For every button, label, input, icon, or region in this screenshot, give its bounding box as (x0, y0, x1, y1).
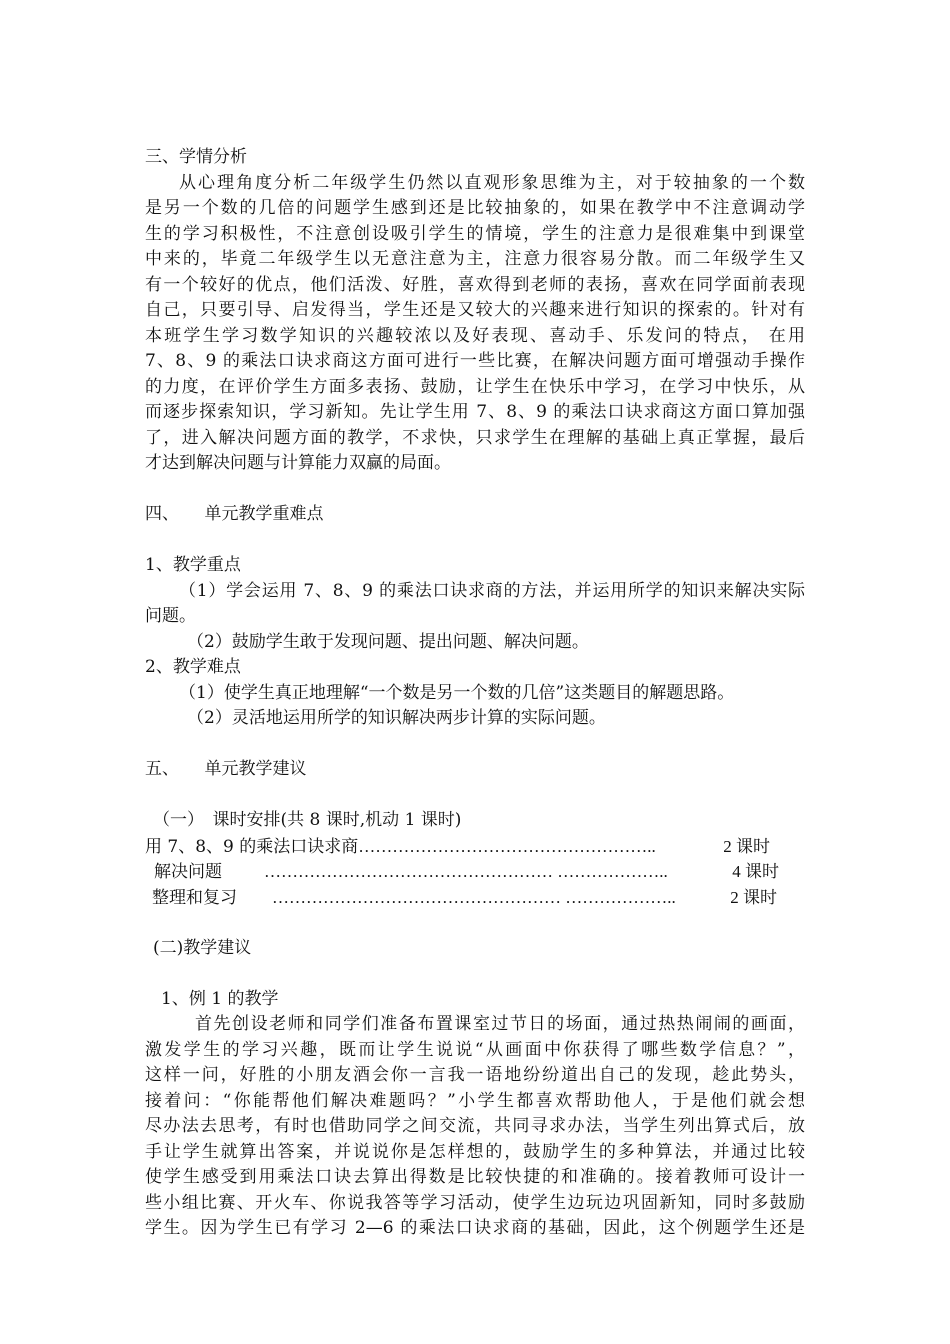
list-item: （1）学会运用 7、8、9 的乘法口诀求商的方法，并运用所学的知识来解决实际 (179, 580, 805, 601)
paragraph-line: 激发学生的学习兴趣，既而让学生说说“从画面中你获得了哪些数学信息？”， (145, 1039, 805, 1060)
schedule-row (145, 885, 777, 911)
schedule-item-name: 整理和复习 (152, 887, 237, 908)
paragraph-line: 这样一问，好胜的小朋友酒会你一言我一语地纷纷道出自己的发现，趁此势头， (145, 1065, 805, 1085)
paragraph-line: 本班学生学习数学知识的兴趣较浓以及好表现、喜动手、乐发问的特点， 在用 (145, 325, 805, 346)
paragraph-line: 是另一个数的几倍的问题学生感到还是比较抽象的，如果在教学中不注意调动学 (145, 198, 805, 218)
subheading-difficult-point: 2、教学难点 (145, 657, 241, 677)
schedule-row (145, 859, 779, 885)
spacer (145, 910, 805, 936)
list-item-continuation: 问题。 (145, 606, 196, 626)
section-heading-learning-analysis: 三、学情分析 (145, 147, 247, 167)
paragraph-line: 从心理角度分析二年级学生仍然以直观形象思维为主，对于较抽象的一个数 (179, 172, 805, 193)
schedule-item-hours: 2 课时 (730, 887, 777, 907)
paragraph-line: 学生。因为学生已有学习 2—6 的乘法口诀求商的基础，因此，这个例题学生还是 (145, 1218, 805, 1238)
schedule-item-name: 解决问题 (154, 862, 222, 882)
paragraph-line: 才达到解决问题与计算能力双赢的局面。 (145, 453, 451, 473)
subheading-key-point: 1、教学重点 (145, 555, 241, 575)
list-item: （1）使学生真正地理解“一个数是另一个数的几倍”这类题目的解题思路。 (179, 682, 735, 703)
paragraph-line: 7、8、9 的乘法口诀求商这方面可进行一些比赛，在解决问题方面可增强动手操作 (145, 351, 805, 371)
schedule-leader-dots: …………………………………………… ……………….. (264, 862, 668, 881)
paragraph-line: 自己，只要引导、启发得当，学生还是又较大的兴趣来进行知识的探索的。针对有 (145, 300, 805, 320)
paragraph-line: 手让学生就算出答案，并说说你是怎样想的，鼓励学生的多种算法，并通过比较 (145, 1141, 805, 1162)
schedule-row (145, 834, 770, 860)
list-item: （2）鼓励学生敢于发现问题、提出问题、解决问题。 (187, 631, 589, 652)
paragraph-line: 了，进入解决问题方面的教学，不求快，只求学生在理解的基础上真正掌握，最后 (145, 427, 805, 448)
spacer (145, 732, 805, 758)
section-heading-teaching-advice: 五、 单元教学建议 (145, 759, 307, 779)
spacer (145, 528, 805, 554)
paragraph-line: 尽办法去思考，有时也借助同学之间交流，共同寻求办法，当学生列出算式后，放 (145, 1116, 805, 1136)
spacer (145, 783, 805, 809)
paragraph-line: 有一个较好的优点，他们活泼、好胜，喜欢得到老师的表扬，喜欢在同学面前表现 (145, 274, 805, 295)
paragraph-line: 首先创设老师和同学们准备布置课室过节日的场面，通过热热闹闹的画面， (195, 1014, 805, 1034)
subheading-teaching-advice: (二)教学建议 (153, 937, 252, 958)
subheading-example: 1、例 1 的教学 (161, 988, 279, 1009)
paragraph-line: 接着问：“你能帮他们解决难题吗？”小学生都喜欢帮助他人，于是他们就会想 (145, 1090, 805, 1111)
paragraph-line: 的力度，在评价学生方面多表扬、鼓励，让学生在快乐中学习，在学习中快乐，从 (145, 376, 805, 397)
schedule-title: （一） 课时安排(共 8 课时,机动 1 课时) (153, 810, 462, 830)
schedule-leader-dots: …………………………………………….. (358, 836, 656, 856)
schedule-item-hours: 4 课时 (732, 862, 779, 881)
spacer (145, 477, 805, 503)
schedule-item-name: 用 7、8、9 的乘法口诀求商 (145, 836, 359, 857)
paragraph-line: 些小组比赛、开火车、你说我答等学习活动，使学生边玩边巩固新知，同时多鼓励 (145, 1192, 805, 1213)
section-heading-key-points: 四、 单元教学重难点 (145, 504, 324, 524)
schedule-item-hours: 2 课时 (723, 836, 770, 856)
paragraph-line: 使学生感受到用乘法口诀去算出得数是比较快捷的和准确的。接着教师可设计一 (145, 1167, 805, 1187)
paragraph-line: 中来的，毕竟二年级学生以无意注意为主，注意力很容易分散。而二年级学生又 (145, 249, 805, 269)
paragraph-line: 生的学习积极性，不注意创设吸引学生的情境，学生的注意力是很难集中到课堂 (145, 223, 805, 244)
list-item: （2）灵活地运用所学的知识解决两步计算的实际问题。 (187, 708, 606, 728)
schedule-leader-dots: …………………………………………… ……………….. (272, 887, 676, 907)
document-page (145, 145, 805, 1242)
spacer (145, 961, 805, 987)
paragraph-line: 而逐步探索知识，学习新知。先让学生用 7、8、9 的乘法口诀求商这方面口算加强 (145, 402, 805, 422)
